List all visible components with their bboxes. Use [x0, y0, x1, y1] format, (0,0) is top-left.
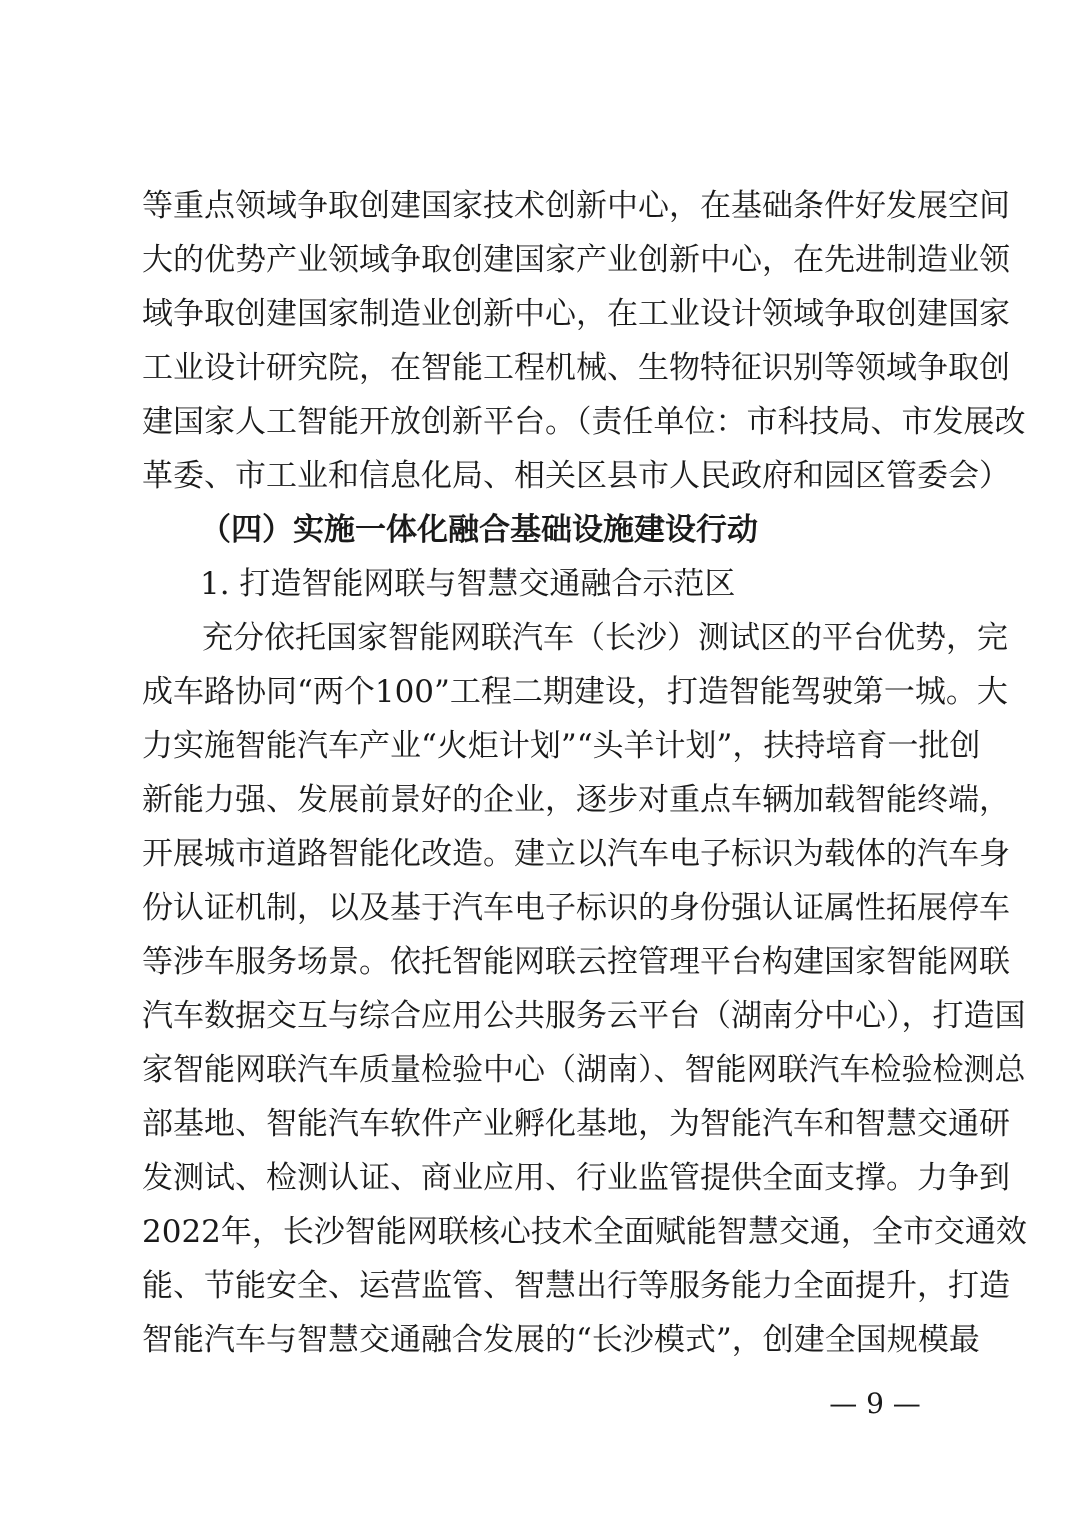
- body-line: 新能力强、发展前景好的企业，逐步对重点车辆加载智能终端，: [142, 782, 1010, 818]
- page-number: — 9 —: [829, 1387, 921, 1420]
- body-line: 等涉车服务场景。依托智能网联云控管理平台构建国家智能网联: [142, 944, 1010, 980]
- body-line: 力实施智能汽车产业“火炬计划”“头羊计划”，扶持培育一批创: [142, 728, 981, 764]
- body-line: 能、节能安全、运营监管、智慧出行等服务能力全面提升，打造: [142, 1268, 1010, 1304]
- subsection-heading: 1. 打造智能网联与智慧交通融合示范区: [200, 566, 736, 602]
- body-line: 域争取创建国家制造业创新中心，在工业设计领域争取创建国家: [142, 296, 1010, 332]
- body-line: 充分依托国家智能网联汽车（长沙）测试区的平台优势，完: [202, 620, 1008, 656]
- body-line: 工业设计研究院，在智能工程机械、生物特征识别等领域争取创: [142, 350, 1010, 386]
- body-line: 大的优势产业领域争取创建国家产业创新中心，在先进制造业领: [142, 242, 1010, 278]
- body-line: 智能汽车与智慧交通融合发展的“长沙模式”，创建全国规模最: [142, 1322, 980, 1358]
- section-heading: （四）实施一体化融合基础设施建设行动: [200, 512, 758, 548]
- body-line: 部基地、智能汽车软件产业孵化基地，为智能汽车和智慧交通研: [142, 1106, 1010, 1142]
- body-line: 份认证机制，以及基于汽车电子标识的身份强认证属性拓展停车: [142, 890, 1010, 926]
- body-line: 等重点领域争取创建国家技术创新中心，在基础条件好发展空间: [142, 188, 1010, 224]
- body-line: 成车路协同“两个100”工程二期建设，打造智能驾驶第一城。大: [142, 674, 1008, 710]
- body-line: 开展城市道路智能化改造。建立以汽车电子标识为载体的汽车身: [142, 836, 1010, 872]
- body-line: 建国家人工智能开放创新平台。（责任单位：市科技局、市发展改: [142, 404, 1026, 440]
- body-line: 发测试、检测认证、商业应用、行业监管提供全面支撑。力争到: [142, 1160, 1010, 1196]
- body-line: 家智能网联汽车质量检验中心（湖南）、智能网联汽车检验检测总: [142, 1052, 1026, 1088]
- body-line: 革委、市工业和信息化局、相关区县市人民政府和园区管委会）: [142, 458, 1010, 494]
- body-line: 2022年，长沙智能网联核心技术全面赋能智慧交通，全市交通效: [142, 1214, 1027, 1250]
- body-line: 汽车数据交互与综合应用公共服务云平台（湖南分中心），打造国: [142, 998, 1026, 1034]
